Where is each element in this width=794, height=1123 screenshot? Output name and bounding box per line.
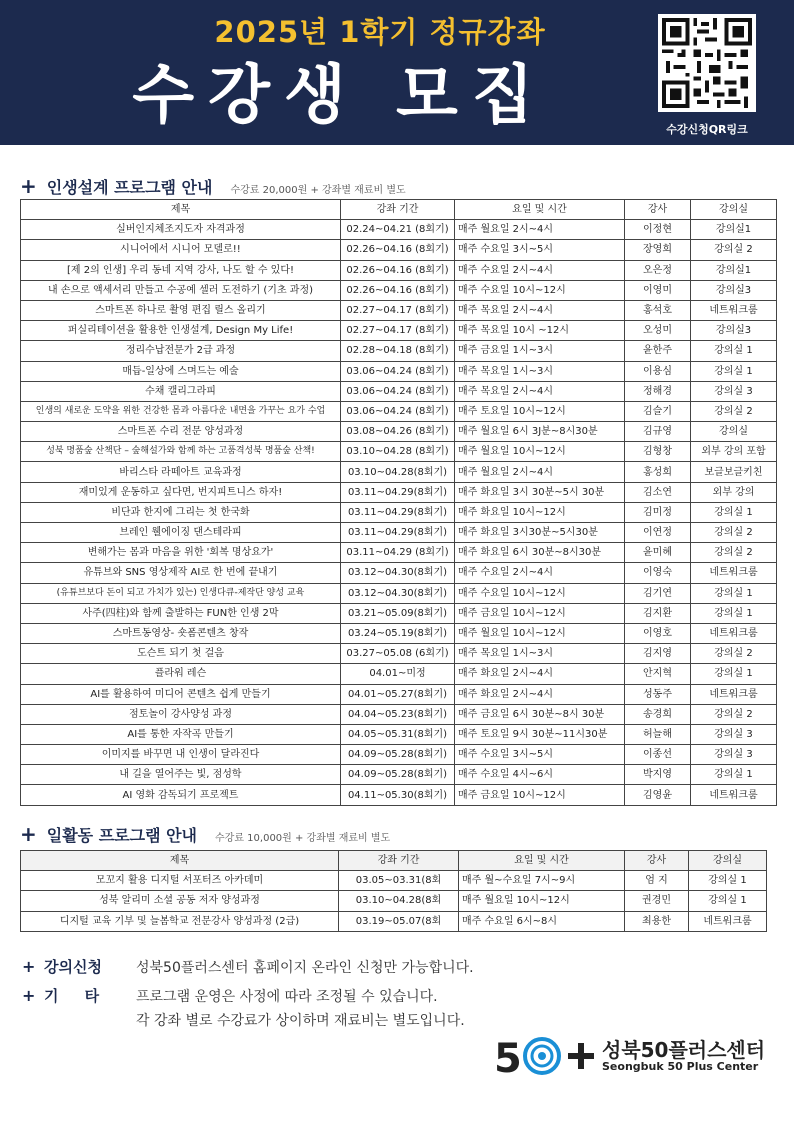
cell-schedule: 매주 금요일 10시~12시: [455, 603, 625, 623]
etc-info-2: [136, 1010, 465, 1030]
section2-heading: [20, 822, 390, 846]
cell-period: 03.12~04.30(8회기): [341, 563, 455, 583]
cell-period: 04.04~05.23(8회기): [341, 704, 455, 724]
cell-schedule: 매주 토요일 9시 30분~11시30분: [455, 724, 625, 744]
cell-schedule: 매주 수요일 4시~6시: [455, 765, 625, 785]
plus-icon: +: [20, 822, 37, 846]
table-row: [21, 502, 777, 522]
section2-title: 일활동 프로그램 안내: [46, 826, 198, 845]
column-header-title: 제목: [21, 200, 341, 220]
cell-instructor: 이종선: [625, 745, 691, 765]
plus-icon: +: [20, 174, 37, 198]
cell-title: 스마트폰 수리 전문 양성과정: [21, 422, 341, 442]
cell-room: 강의실 1: [691, 502, 777, 522]
cell-room: 강의실 1: [691, 361, 777, 381]
cell-period: 03.11~04.29(8회기): [341, 502, 455, 522]
column-header-schedule: 요일 및 시간: [459, 851, 625, 871]
table-row: [21, 442, 777, 462]
column-header-schedule: 요일 및 시간: [455, 200, 625, 220]
cell-schedule: 매주 화요일 6시 30분~8시30분: [455, 543, 625, 563]
column-header-room: 강의실: [689, 851, 767, 871]
cell-title: 바리스타 라떼아트 교육과정: [21, 462, 341, 482]
table-row: [21, 401, 777, 421]
table-row: [21, 563, 777, 583]
cell-room: 보글보글키친: [691, 462, 777, 482]
cell-title: 도슨트 되기 첫 걸음: [21, 644, 341, 664]
cell-instructor: 엄 지: [625, 871, 689, 891]
table-row: [21, 260, 777, 280]
cell-period: 03.06~04.24 (8회기): [341, 401, 455, 421]
cell-schedule: 매주 수요일 10시~12시: [455, 280, 625, 300]
cell-schedule: 매주 화요일 2시~4시: [455, 664, 625, 684]
cell-schedule: 매주 화요일 3시30분~5시30분: [455, 523, 625, 543]
cell-room: 강의실 1: [689, 891, 767, 911]
cell-schedule: 매주 수요일 2시~4시: [455, 260, 625, 280]
cell-schedule: 매주 화요일 10시~12시: [455, 502, 625, 522]
table-row: [21, 300, 777, 320]
cell-room: 강의실 1: [691, 765, 777, 785]
program-table-life-design: [20, 199, 777, 806]
cell-instructor: 최용한: [625, 911, 689, 931]
logo-name-en: Seongbuk 50 Plus Center: [602, 1060, 759, 1073]
cell-instructor: 김지환: [625, 603, 691, 623]
section1-heading: [20, 174, 406, 198]
cell-title: 정리수납전문가 2급 과정: [21, 341, 341, 361]
cell-instructor: 이영미: [625, 280, 691, 300]
table-row: [21, 603, 777, 623]
cell-instructor: 이용심: [625, 361, 691, 381]
table-row: [21, 220, 777, 240]
page-subtitle: 2025년 1학기 정규강좌: [214, 15, 546, 49]
cell-room: 강의실1: [691, 220, 777, 240]
cell-title: 인생의 새로운 도약을 위한 건강한 몸과 아름다운 내면을 가꾸는 요가 수업: [21, 401, 341, 421]
table-row: [21, 704, 777, 724]
table-row: [21, 482, 777, 502]
cell-room: 강의실 3: [691, 381, 777, 401]
cell-schedule: 매주 목요일 2시~4시: [455, 300, 625, 320]
cell-period: 04.01~미정: [341, 664, 455, 684]
cell-title: 실버인지체조지도자 자격과정: [21, 220, 341, 240]
cell-title: 내 길을 열어주는 빛, 점성학: [21, 765, 341, 785]
etc-text-1: 프로그램 운영은 사정에 따라 조정될 수 있습니다.: [136, 989, 438, 1005]
cell-room: 강의실3: [691, 280, 777, 300]
cell-room: 강의실 3: [691, 745, 777, 765]
cell-schedule: 매주 수요일 3시~5시: [455, 240, 625, 260]
table-row: [21, 341, 777, 361]
program-table-work-activity: [20, 850, 767, 932]
cell-schedule: 매주 수요일 3시~5시: [455, 745, 625, 765]
cell-schedule: 매주 수요일 6시~8시: [459, 911, 625, 931]
table-row: [21, 280, 777, 300]
cell-schedule: 매주 월요일 10시~12시: [459, 891, 625, 911]
plus-icon: +: [22, 957, 36, 976]
table-row: [21, 724, 777, 744]
cell-period: 03.21~05.09(8회기): [341, 603, 455, 623]
column-header-instructor: 강사: [625, 200, 691, 220]
cell-room: 네트워크룸: [691, 563, 777, 583]
cell-title: AI 영화 감독되기 프로젝트: [21, 785, 341, 805]
cell-schedule: 매주 월요일 6시 3J분~8시30분: [455, 422, 625, 442]
cell-instructor: 오성미: [625, 321, 691, 341]
center-logo: [494, 1030, 784, 1082]
cell-period: 04.01~05.27(8회기): [341, 684, 455, 704]
cell-title: AI를 통한 자작곡 만들기: [21, 724, 341, 744]
table-row: [21, 745, 777, 765]
cell-schedule: 매주 수요일 2시~4시: [455, 563, 625, 583]
cell-schedule: 매주 화요일 2시~4시: [455, 684, 625, 704]
cell-schedule: 매주 월~수요일 7시~9시: [459, 871, 625, 891]
table-row: [21, 422, 777, 442]
cell-instructor: 김지영: [625, 644, 691, 664]
cell-instructor: 김규영: [625, 422, 691, 442]
cell-instructor: 김슬기: [625, 401, 691, 421]
cell-schedule: 매주 목요일 2시~4시: [455, 381, 625, 401]
cell-instructor: 홍성희: [625, 462, 691, 482]
cell-title: [제 2의 인생] 우리 동네 지역 강사, 나도 할 수 있다!: [21, 260, 341, 280]
cell-period: 03.08~04.26 (8회기): [341, 422, 455, 442]
cell-instructor: 윤미혜: [625, 543, 691, 563]
cell-title: 성북 알리미 소셜 공동 저자 양성과정: [21, 891, 339, 911]
cell-instructor: 이연정: [625, 523, 691, 543]
cell-title: 플라워 레슨: [21, 664, 341, 684]
cell-room: 네트워크룸: [691, 300, 777, 320]
column-header-period: 강좌 기간: [341, 200, 455, 220]
table-row: [21, 684, 777, 704]
cell-schedule: 매주 금요일 1시~3시: [455, 341, 625, 361]
cell-instructor: 안지혁: [625, 664, 691, 684]
cell-period: 03.11~04.29(8회기): [341, 523, 455, 543]
cell-instructor: 성동주: [625, 684, 691, 704]
cell-title: 스마트폰 하나로 촬영 편집 릴스 올리기: [21, 300, 341, 320]
cell-title: 점토놀이 강사양성 과정: [21, 704, 341, 724]
cell-title: 비단과 한지에 그리는 첫 한국화: [21, 502, 341, 522]
cell-instructor: 권경민: [625, 891, 689, 911]
cell-period: 03.19~05.07(8회: [339, 911, 459, 931]
cell-period: 04.11~05.30(8회기): [341, 785, 455, 805]
cell-instructor: 김기연: [625, 583, 691, 603]
cell-title: 이미지를 바꾸면 내 인생이 달라진다: [21, 745, 341, 765]
cell-period: 03.10~04.28(8회기): [341, 462, 455, 482]
cell-title: 디지털 교육 기부 및 늘봄학교 전문강사 양성과정 (2급): [21, 911, 339, 931]
cell-schedule: 매주 목요일 1시~3시: [455, 361, 625, 381]
column-header-instructor: 강사: [625, 851, 689, 871]
cell-schedule: 매주 월요일 2시~4시: [455, 462, 625, 482]
cell-instructor: 김영윤: [625, 785, 691, 805]
cell-room: 네트워크룸: [691, 623, 777, 643]
cell-period: 03.05~03.31(8회: [339, 871, 459, 891]
cell-period: 03.10~04.28(8회: [339, 891, 459, 911]
cell-instructor: 윤한주: [625, 341, 691, 361]
etc-info: [22, 985, 438, 1006]
cell-instructor: 오은정: [625, 260, 691, 280]
cell-schedule: 매주 금요일 10시~12시: [455, 785, 625, 805]
cell-room: 강의실: [691, 422, 777, 442]
cell-instructor: 김소연: [625, 482, 691, 502]
cell-room: 강의실 1: [691, 664, 777, 684]
cell-room: 강의실3: [691, 321, 777, 341]
cell-title: 수채 캘리그라피: [21, 381, 341, 401]
cell-instructor: 이정현: [625, 220, 691, 240]
cell-schedule: 매주 월요일 10시~12시: [455, 442, 625, 462]
logo-name-kr: 성북50플러스센터: [602, 1038, 766, 1062]
cell-period: 04.09~05.28(8회기): [341, 745, 455, 765]
table-row: [21, 871, 767, 891]
cell-room: 강의실1: [691, 260, 777, 280]
cell-title: AI를 활용하여 미디어 콘텐츠 쉽게 만들기: [21, 684, 341, 704]
section1-note: 수강료 20,000원 + 강좌별 재료비 별도: [230, 185, 406, 196]
cell-title: 모꼬지 활용 디지털 서포터즈 아카데미: [21, 871, 339, 891]
table-row: [21, 911, 767, 931]
cell-title: 매듭-일상에 스며드는 예술: [21, 361, 341, 381]
cell-schedule: 매주 금요일 6시 30분~8시 30분: [455, 704, 625, 724]
cell-period: 03.06~04.24 (8회기): [341, 361, 455, 381]
etc-text-2: 각 강좌 별로 수강료가 상이하며 재료비는 별도입니다.: [136, 1013, 465, 1029]
cell-room: 외부 강의: [691, 482, 777, 502]
cell-instructor: 송경희: [625, 704, 691, 724]
logo-mark-icon: [494, 1030, 598, 1082]
cell-instructor: 박지영: [625, 765, 691, 785]
cell-schedule: 매주 목요일 1시~3시: [455, 644, 625, 664]
cell-title: 퍼실리테이션을 활용한 인생설계, Design My Life!: [21, 321, 341, 341]
cell-schedule: 매주 토요일 10시~12시: [455, 401, 625, 421]
table-row: [21, 644, 777, 664]
cell-room: 강의실 1: [691, 341, 777, 361]
cell-room: 강의실 1: [689, 871, 767, 891]
page-title: 수강생 모집: [132, 59, 548, 133]
header-banner: [0, 0, 794, 145]
cell-period: 02.28~04.18 (8회기): [341, 341, 455, 361]
cell-instructor: 허늘해: [625, 724, 691, 744]
cell-room: 네트워크룸: [691, 785, 777, 805]
cell-title: 스마트동영상- 숏폼콘텐츠 창작: [21, 623, 341, 643]
cell-room: 강의실 2: [691, 240, 777, 260]
cell-room: 네트워크룸: [691, 684, 777, 704]
cell-period: 02.26~04.16 (8회기): [341, 240, 455, 260]
cell-room: 강의실 2: [691, 543, 777, 563]
cell-title: 재미있게 운동하고 싶다면, 번지피트니스 하자!: [21, 482, 341, 502]
table-row: [21, 462, 777, 482]
cell-instructor: 김미정: [625, 502, 691, 522]
cell-period: 03.10~04.28 (8회기): [341, 442, 455, 462]
cell-room: 강의실 2: [691, 704, 777, 724]
cell-period: 03.27~05.08 (6회기): [341, 644, 455, 664]
cell-title: (유튜브보다 돈이 되고 가치가 있는) 인생다큐-제작단 양성 교육: [21, 583, 341, 603]
cell-room: 강의실 1: [691, 583, 777, 603]
cell-instructor: 홍석호: [625, 300, 691, 320]
table-row: [21, 321, 777, 341]
cell-title: 내 손으로 액세서리 만들고 수공예 셀러 도전하기 (기초 과정): [21, 280, 341, 300]
cell-title: 변해가는 몸과 마음을 위한 '회복 명상요가': [21, 543, 341, 563]
cell-instructor: 김형창: [625, 442, 691, 462]
table-row: [21, 523, 777, 543]
cell-period: 03.11~04.29(8회기): [341, 482, 455, 502]
cell-schedule: 매주 화요일 3시 30분~5시 30분: [455, 482, 625, 502]
table-row: [21, 785, 777, 805]
table-row: [21, 240, 777, 260]
cell-room: 강의실 2: [691, 644, 777, 664]
qr-code-icon[interactable]: [658, 14, 756, 112]
cell-period: 02.27~04.17 (8회기): [341, 300, 455, 320]
cell-instructor: 장영희: [625, 240, 691, 260]
table-row: [21, 381, 777, 401]
plus-icon: +: [22, 986, 36, 1005]
cell-period: 02.26~04.16 (8회기): [341, 280, 455, 300]
cell-period: 02.24~04.21 (8회기): [341, 220, 455, 240]
column-header-room: 강의실: [691, 200, 777, 220]
cell-schedule: 매주 월요일 2시~4시: [455, 220, 625, 240]
cell-instructor: 이영호: [625, 623, 691, 643]
column-header-period: 강좌 기간: [339, 851, 459, 871]
table-row: [21, 664, 777, 684]
qr-label: 수강신청QR링크: [666, 123, 748, 136]
section2-note: 수강료 10,000원 + 강좌별 재료비 별도: [215, 833, 391, 844]
cell-schedule: 매주 월요일 10시~12시: [455, 623, 625, 643]
cell-room: 강의실 2: [691, 401, 777, 421]
etc-label: 기 타: [44, 987, 100, 1005]
cell-period: 04.09~05.28(8회기): [341, 765, 455, 785]
cell-room: 강의실 3: [691, 724, 777, 744]
cell-period: 02.26~04.16 (8회기): [341, 260, 455, 280]
cell-period: 03.24~05.19(8회기): [341, 623, 455, 643]
cell-room: 강의실 2: [691, 523, 777, 543]
cell-room: 네트워크룸: [689, 911, 767, 931]
cell-period: 03.12~04.30(8회기): [341, 583, 455, 603]
cell-room: 외부 강의 포함: [691, 442, 777, 462]
section1-title: 인생설계 프로그램 안내: [46, 178, 213, 197]
cell-title: 유튜브와 SNS 영상제작 AI로 한 번에 끝내기: [21, 563, 341, 583]
cell-instructor: 이영숙: [625, 563, 691, 583]
apply-text: 성북50플러스센터 홈페이지 온라인 신청만 가능합니다.: [136, 960, 474, 976]
cell-title: 사주(四柱)와 함께 출발하는 FUN한 인생 2막: [21, 603, 341, 623]
column-header-title: 제목: [21, 851, 339, 871]
table-row: [21, 543, 777, 563]
cell-schedule: 매주 목요일 10시 ~12시: [455, 321, 625, 341]
apply-info: [22, 956, 474, 977]
table-row: [21, 583, 777, 603]
apply-label: 강의신청: [44, 958, 102, 976]
table-row: [21, 361, 777, 381]
table-row: [21, 623, 777, 643]
table-row: [21, 765, 777, 785]
cell-title: 성북 명품숲 산책단 – 숲해설가와 함께 하는 고품격성북 명품숲 산책!: [21, 442, 341, 462]
cell-period: 03.06~04.24 (8회기): [341, 381, 455, 401]
cell-instructor: 정해경: [625, 381, 691, 401]
cell-period: 04.05~05.31(8회기): [341, 724, 455, 744]
cell-room: 강의실 1: [691, 603, 777, 623]
table-row: [21, 891, 767, 911]
logo-mark-digit: 5: [494, 1036, 522, 1082]
cell-period: 03.11~04.29 (8회기): [341, 543, 455, 563]
cell-schedule: 매주 수요일 10시~12시: [455, 583, 625, 603]
cell-title: 시니어에서 시니어 모델로!!: [21, 240, 341, 260]
cell-title: 브레인 웰에이징 댄스테라피: [21, 523, 341, 543]
cell-period: 02.27~04.17 (8회기): [341, 321, 455, 341]
